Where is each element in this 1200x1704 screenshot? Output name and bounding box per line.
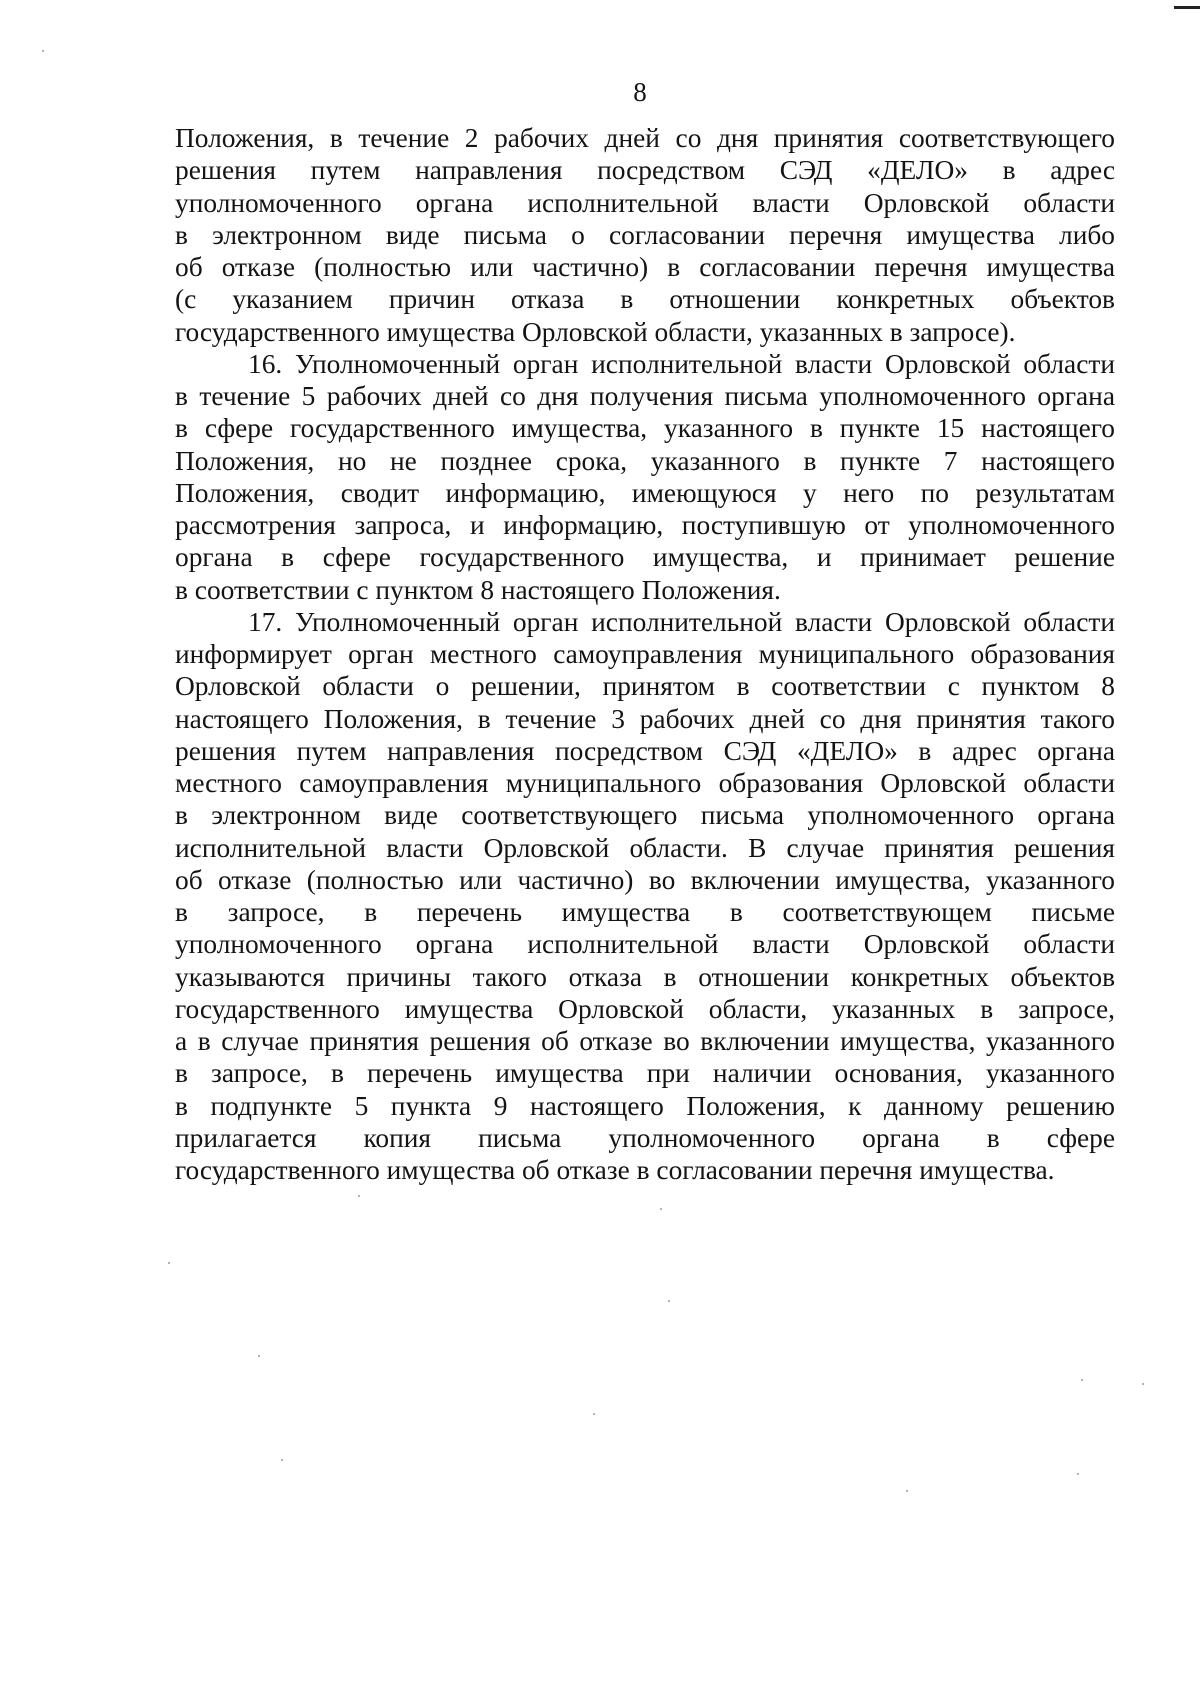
scan-edge-mark [1174, 6, 1200, 9]
scan-speck [593, 1413, 595, 1415]
text-line: государственного имущества Орловской области, указанных в запросе). [175, 316, 1016, 347]
paragraph-item-17 [175, 606, 1115, 1187]
paragraph-item-16 [175, 348, 1115, 606]
text-line: в подпункте 5 пункта 9 настоящего Положения, к данному решению [175, 1090, 1115, 1121]
text-line: указываются причины такого отказа в отношении конкретных объектов [175, 961, 1115, 992]
text-line: уполномоченного органа исполнительной власти Орловской области [175, 187, 1115, 218]
scan-speck [281, 1459, 283, 1461]
paragraph-continuation [175, 122, 1115, 348]
text-line: в течение 5 рабочих дней со дня получения письма уполномоченного органа [175, 381, 1115, 411]
text-line: информирует орган местного самоуправления муниципального образования [175, 639, 1115, 669]
text-line: в соответствии с пунктом 8 настоящего Положения. [175, 574, 781, 605]
text-line: а в случае принятия решения об отказе во включении имущества, указанного [175, 1026, 1115, 1056]
scan-speck [906, 1490, 908, 1492]
text-line: 16. Уполномоченный орган исполнительной власти Орловской области [248, 348, 1115, 379]
text-line: местного самоуправления муниципального образования Орловской области [175, 768, 1115, 798]
text-line: в электронном виде соответствующего письма уполномоченного органа [175, 800, 1115, 831]
scan-speck [358, 1195, 360, 1197]
text-line: об отказе (полностью или частично) в согласовании перечня имущества [175, 252, 1115, 282]
text-line: государственного имущества Орловской области, указанных в запросе, [175, 993, 1115, 1024]
text-line: в сфере государственного имущества, указанного в пункте 15 настоящего [175, 413, 1115, 444]
text-line: прилагается копия письма уполномоченного органа в сфере [175, 1122, 1115, 1153]
text-line: государственного имущества об отказе в согласовании перечня имущества. [175, 1155, 1055, 1185]
text-line: в электронном виде письма о согласовании перечня имущества либо [175, 219, 1115, 250]
text-line: 17. Уполномоченный орган исполнительной власти Орловской области [248, 606, 1115, 637]
scan-speck [1077, 1473, 1079, 1475]
scan-speck [42, 50, 44, 52]
text-line: уполномоченного органа исполнительной власти Орловской области [175, 929, 1115, 960]
scan-speck [660, 1208, 662, 1210]
scan-speck [168, 1262, 170, 1264]
scan-speck [668, 1300, 670, 1302]
text-line: решения путем направления посредством СЭД «ДЕЛО» в адрес [175, 155, 1115, 186]
text-line: Орловской области о решении, принятом в соответствии с пунктом 8 [175, 671, 1115, 702]
text-line: в запросе, в перечень имущества при наличии основания, указанного [175, 1058, 1115, 1089]
scan-speck [1081, 1379, 1083, 1381]
text-line: (с указанием причин отказа в отношении конкретных объектов [175, 284, 1115, 315]
text-line: в запросе, в перечень имущества в соответствующем письме [175, 897, 1115, 927]
document-body [175, 122, 1115, 1186]
text-line: об отказе (полностью или частично) во включении имущества, указанного [175, 864, 1115, 895]
text-line: решения путем направления посредством СЭД «ДЕЛО» в адрес органа [175, 735, 1115, 766]
text-line: исполнительной власти Орловской области. В случае принятия решения [175, 832, 1115, 863]
text-line: настоящего Положения, в течение 3 рабочих дней со дня принятия такого [175, 703, 1115, 734]
text-line: Положения, сводит информацию, имеющуюся у него по результатам [175, 477, 1115, 508]
scan-speck [1142, 1383, 1144, 1385]
text-line: Положения, в течение 2 рабочих дней со дня принятия соответствующего [175, 123, 1115, 153]
text-line: Положения, но не позднее срока, указанного в пункте 7 настоящего [175, 445, 1115, 476]
scan-speck [258, 1355, 260, 1357]
text-line: рассмотрения запроса, и информацию, поступившую от уполномоченного [175, 510, 1115, 540]
text-line: органа в сфере государственного имущества, и принимает решение [175, 542, 1115, 573]
page-number: 8 [633, 77, 647, 107]
